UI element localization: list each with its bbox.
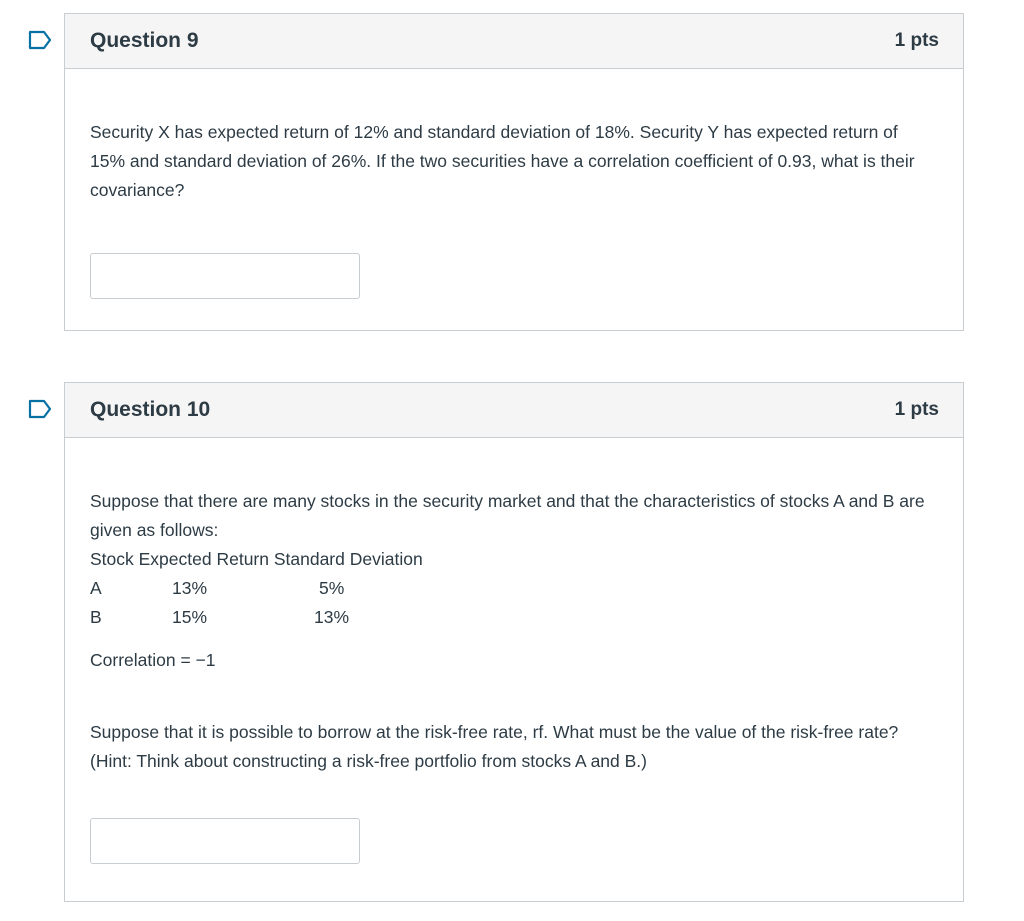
std-dev: 5% <box>319 578 345 598</box>
question-title: Question 9 <box>90 29 199 52</box>
question-9-card <box>64 13 964 331</box>
expected-return: 13% <box>172 578 208 598</box>
question-intro: Suppose that there are many stocks in the security market and that the characteristics of stocks A and B are given as follows: <box>90 491 925 540</box>
stock-name: B <box>90 607 102 627</box>
question-body <box>65 487 963 864</box>
correlation-text: Correlation = −1 <box>90 650 216 670</box>
question-header <box>65 383 963 438</box>
question-text: Security X has expected return of 12% and standard deviation of 18%. Security Y has expected return of 15% and standard deviation of 26%. If the two securities have a correlation coefficient of 0.93, what is their covariance? <box>90 122 915 200</box>
table-header: Stock Expected Return Standard Deviation <box>90 549 423 569</box>
stock-table <box>90 574 349 632</box>
answer-input[interactable] <box>90 818 360 864</box>
expected-return: 15% <box>172 607 208 627</box>
table-row <box>90 603 349 632</box>
stock-name: A <box>90 578 102 598</box>
question-10-card <box>64 382 964 902</box>
std-dev: 13% <box>314 607 350 627</box>
answer-input[interactable] <box>90 253 360 299</box>
question-points: 1 pts <box>894 30 939 51</box>
question-prompt: Suppose that it is possible to borrow at the risk-free rate, rf. What must be the value of the risk-free rate? (Hint: Think about constructing a risk-free portfolio from stocks A and B.) <box>90 722 899 771</box>
question-points: 1 pts <box>894 399 939 420</box>
question-title: Question 10 <box>90 398 211 421</box>
question-body <box>65 118 963 299</box>
question-flag-icon[interactable] <box>28 30 52 50</box>
question-header <box>65 14 963 69</box>
table-row <box>90 574 349 603</box>
question-flag-icon[interactable] <box>28 399 52 419</box>
